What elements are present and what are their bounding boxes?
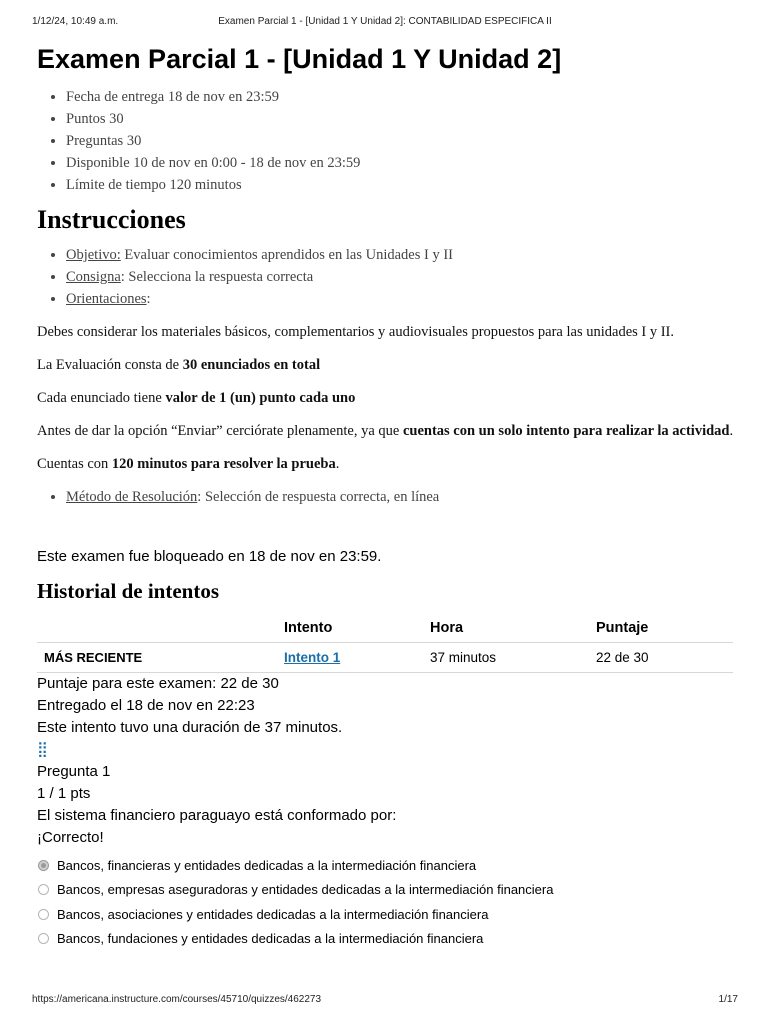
instruction-materials: Debes considerar los materiales básicos, complementarios y audiovisuales propuestos para las unidades I y II.	[37, 324, 675, 340]
row-time: 37 minutos	[430, 643, 596, 673]
meta-points: • Puntos 30	[66, 108, 737, 130]
instructions-heading: Instrucciones	[37, 205, 186, 234]
row-label: MÁS RECIENTE	[37, 643, 284, 673]
attempts-table	[37, 614, 733, 673]
answer-option-1[interactable]	[37, 853, 737, 878]
instruction-time: Cuentas con 120 minutos para resolver la prueba.	[37, 456, 340, 472]
attempts-header-row	[37, 614, 733, 643]
meta-available: • Disponible 10 de nov en 0:00 - 18 de nov en 23:59	[66, 152, 737, 174]
instruction-objective: • Objetivo: Evaluar conocimientos aprendidos en las Unidades I y II	[66, 244, 737, 266]
col-hora: Hora	[430, 614, 596, 643]
meta-time-limit: • Límite de tiempo 120 minutos	[66, 174, 737, 196]
quiz-title: Examen Parcial 1 - [Unidad 1 Y Unidad 2]	[37, 44, 562, 74]
locked-notice: Este examen fue bloqueado en 18 de nov en 23:59.	[37, 548, 382, 565]
col-puntaje: Puntaje	[596, 614, 733, 643]
instruction-attempt-warning: Antes de dar la opción “Enviar” cerciórate plenamente, ya que cuentas con un solo intento para realizar la actividad.	[37, 423, 734, 439]
radio-selected-icon[interactable]	[38, 860, 49, 871]
quiz-meta-list	[37, 86, 737, 196]
answer-text: Bancos, empresas aseguradoras y entidades dedicadas a la intermediación financiera	[57, 882, 554, 898]
drag-handle-icon[interactable]: ⣿	[37, 741, 46, 758]
instruction-method: • Método de Resolución: Selección de respuesta correcta, en línea	[66, 486, 737, 508]
print-url: https://americana.instructure.com/courses/45710/quizzes/462273	[32, 994, 322, 1005]
print-footer	[32, 994, 738, 1005]
answer-text: Bancos, financieras y entidades dedicadas a la intermediación financiera	[57, 857, 477, 873]
answer-text: Bancos, fundaciones y entidades dedicadas a la intermediación financiera	[57, 931, 484, 947]
history-heading: Historial de intentos	[37, 579, 219, 603]
answer-list	[37, 853, 737, 951]
submitted-line: Entregado el 18 de nov en 22:23	[37, 697, 255, 714]
duration-line: Este intento tuvo una duración de 37 minutos.	[37, 719, 343, 736]
print-datetime: 1/12/24, 10:49 a.m.	[32, 16, 119, 27]
radio-icon[interactable]	[38, 933, 49, 944]
question-number: Pregunta 1	[37, 763, 111, 780]
question-feedback: ¡Correcto!	[37, 829, 104, 846]
table-row	[37, 643, 733, 673]
instruction-orientaciones: • Orientaciones:	[66, 288, 737, 310]
answer-text: Bancos, asociaciones y entidades dedicadas a la intermediación financiera	[57, 906, 489, 922]
print-doc-title: Examen Parcial 1 - [Unidad 1 Y Unidad 2]: CONTABILIDAD ESPECIFICA II	[218, 16, 552, 27]
col-intento: Intento	[284, 614, 430, 643]
print-page-number: 1/17	[718, 994, 738, 1005]
instruction-consigna: • Consigna: Selecciona la respuesta correcta	[66, 266, 737, 288]
instructions-list	[37, 244, 737, 310]
attempt-1-link[interactable]: Intento 1	[284, 650, 341, 665]
answer-option-4[interactable]	[37, 927, 737, 952]
instruction-total: La Evaluación consta de 30 enunciados en total	[37, 357, 321, 373]
quiz-content	[37, 40, 737, 951]
row-score: 22 de 30	[596, 643, 733, 673]
question-points: 1 / 1 pts	[37, 785, 91, 802]
answer-option-2[interactable]	[37, 878, 737, 903]
meta-questions: • Preguntas 30	[66, 130, 737, 152]
radio-icon[interactable]	[38, 909, 49, 920]
radio-icon[interactable]	[38, 884, 49, 895]
instruction-value: Cada enunciado tiene valor de 1 (un) punto cada uno	[37, 390, 356, 406]
question-text: El sistema financiero paraguayo está conformado por:	[37, 807, 397, 824]
answer-option-3[interactable]	[37, 902, 737, 927]
row-attempt-cell	[284, 643, 430, 673]
meta-due: • Fecha de entrega 18 de nov en 23:59	[66, 86, 737, 108]
score-line: Puntaje para este examen: 22 de 30	[37, 675, 279, 692]
col-empty	[37, 614, 284, 643]
method-list	[37, 486, 737, 508]
